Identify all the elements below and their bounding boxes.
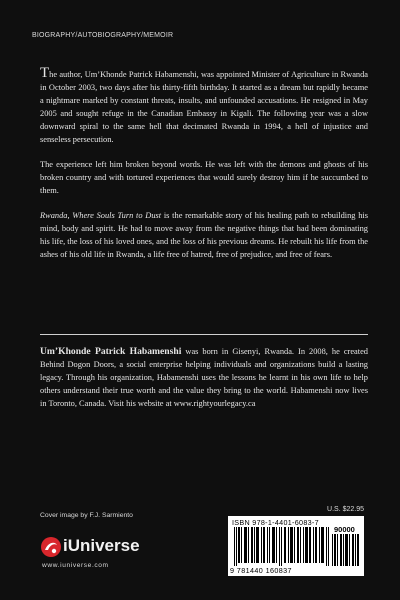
publisher-logo (40, 526, 160, 576)
synopsis-paragraph-1 (40, 65, 368, 146)
publisher-url: www.iuniverse.com (42, 562, 109, 569)
author-bio (40, 345, 368, 410)
price-code: 90000 (334, 525, 355, 534)
isbn-barcode (228, 516, 364, 576)
book-title: Rwanda, Where Souls Turn to Dust (40, 211, 162, 220)
isbn-number: ISBN 978-1-4401-6083-7 (232, 518, 319, 527)
synopsis-paragraph-3-text: is the remarkable story of his healing path to rebuilding his mind, body and spirit. He had to move away from the negative things that had been dominating his life, the loss of his loved ones, and the loss of his previous dreams. He rebuilt his life from the ashes of his old life in Rwanda, a life free of hatred, free of prejudice, and free of fears. (40, 211, 369, 259)
synopsis-paragraph-2: The experience left him broken beyond words. He was left with the demons and ghosts of his broken country and with tortured experiences that would surely destroy him if he succumbed to them. (40, 160, 368, 195)
author-bio-text: was born in Gisenyi, Rwanda. In 2008, he created Behind Dogon Doors, a social enterprise helping individuals and organizations build a lasting legacy. Through his organization, Habamenshi uses the lessons he learnt in his own life to help others understand their true worth and the value they bring to the world. Habamenshi now lives in Toronto, Canada. Visit his website at www.rightyourlegacy.ca (40, 347, 368, 408)
cover-credit: Cover image by F.J. Sarmiento (40, 512, 133, 519)
section-divider (40, 334, 368, 335)
ean-barcode-icon (234, 527, 330, 566)
iuniverse-swirl-icon (40, 536, 62, 558)
publisher-name: iUniverse (63, 536, 140, 555)
synopsis (40, 65, 369, 273)
ean-digits: 9 781440 160837 (230, 566, 292, 575)
author-name: Um’Khonde Patrick Habamenshi (40, 346, 182, 357)
synopsis-paragraph-1-text: he author, Um’Khonde Patrick Habamenshi, was appointed Minister of Agriculture in Rwanda in October 2003, two days after his thirty-fifth birthday. It started as a dream but rapidly became a nightmare marked by constant threats, insults, and unfounded accusations. He resigned in May 2005 and sought refuge in the Canadian Embassy in Kigali. The following year was a slow downward spiral to the same hell that decimated Rwanda in 1994, a hell of injustice and senseless persecution. (40, 70, 368, 144)
synopsis-paragraph-3 (40, 209, 368, 261)
price: U.S. $22.95 (327, 506, 364, 513)
price-barcode-icon (332, 534, 360, 566)
drop-cap: T (40, 65, 50, 81)
genre-category: BIOGRAPHY/AUTOBIOGRAPHY/MEMOIR (32, 32, 174, 39)
